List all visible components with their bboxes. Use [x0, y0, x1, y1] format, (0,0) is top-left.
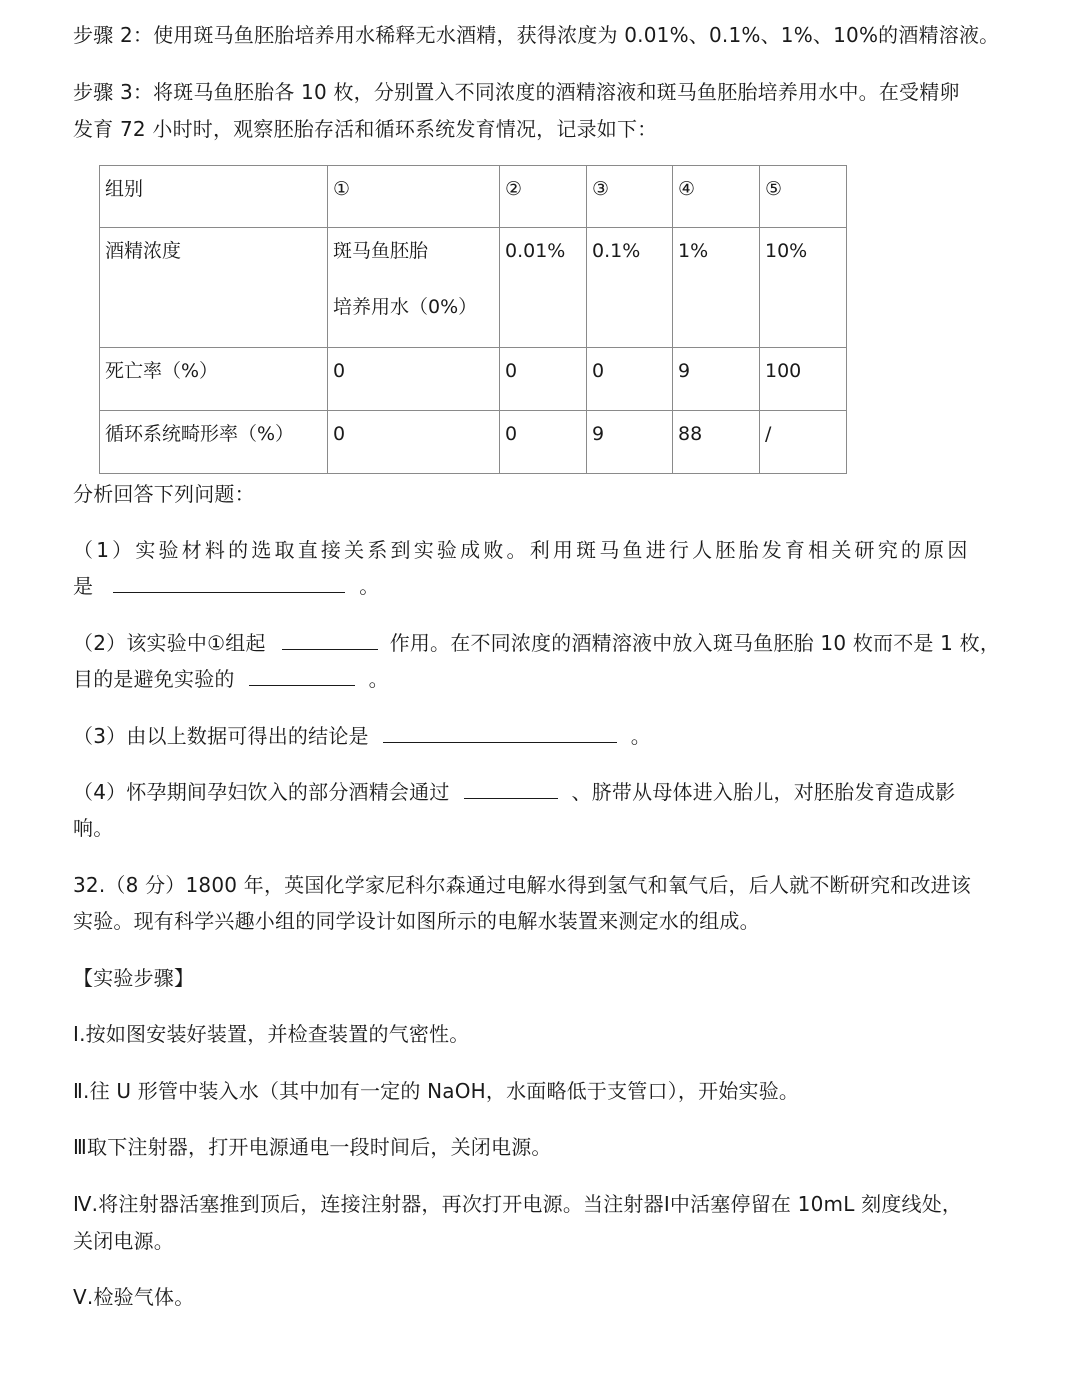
- table-header-2: ②: [500, 166, 587, 228]
- table-header-group: 组别: [100, 166, 328, 228]
- analysis-intro: 分析回答下列问题：: [73, 482, 255, 506]
- table-header-1: ①: [328, 166, 500, 228]
- malformation-value-1: 0: [328, 411, 500, 474]
- mortality-value-5: 100: [760, 348, 847, 411]
- question-4-answer-blank[interactable]: [464, 780, 558, 799]
- question-3-answer-blank[interactable]: [383, 724, 617, 743]
- question-3: [73, 723, 651, 749]
- question-3-prefix: （3）由以上数据可得出的结论是: [73, 724, 369, 748]
- concentration-control-cell: [328, 228, 500, 348]
- question-1-prefix: 是: [73, 574, 94, 598]
- experiment-step-5: Ⅴ.检验气体。: [73, 1285, 195, 1309]
- question-2-line-1: [73, 630, 1000, 656]
- table-row-malformation: [100, 411, 847, 474]
- mortality-value-4: 9: [673, 348, 760, 411]
- concentration-label: 酒精浓度: [100, 228, 328, 348]
- question-4-suffix: 、脐带从母体进入胎儿，对胚胎发育造成影: [571, 780, 956, 804]
- question-2-line-2-suffix: 。: [368, 667, 389, 691]
- malformation-value-4: 88: [673, 411, 760, 474]
- experiment-step-2: Ⅱ.往 U 形管中装入水（其中加有一定的 NaOH，水面略低于支管口），开始实验。: [73, 1079, 800, 1103]
- question-1-line-1: （1）实验材料的选取直接关系到实验成败。利用斑马鱼进行人胚胎发育相关研究的原因: [73, 538, 971, 562]
- question-32-line-2: 实验。现有科学兴趣小组的同学设计如图所示的电解水装置来测定水的组成。: [73, 909, 760, 933]
- experiment-step-3: Ⅲ取下注射器，打开电源通电一段时间后，关闭电源。: [73, 1135, 552, 1159]
- question-4-line-1: [73, 779, 955, 805]
- question-1-line-2: [73, 573, 379, 599]
- question-3-suffix: 。: [630, 724, 651, 748]
- malformation-value-2: 0: [500, 411, 587, 474]
- question-2-answer-blank-1[interactable]: [282, 631, 378, 650]
- malformation-label: 循环系统畸形率（%）: [100, 411, 328, 474]
- question-2-line-2-prefix: 目的是避免实验的: [73, 667, 235, 691]
- table-header-5: ⑤: [760, 166, 847, 228]
- table-row-concentration: [100, 228, 847, 348]
- malformation-value-5: /: [760, 411, 847, 474]
- step-2-text: 步骤 2：使用斑马鱼胚胎培养用水稀释无水酒精，获得浓度为 0.01%、0.1%、1%、10%的酒精溶液。: [73, 23, 1000, 47]
- question-32-line-1: 32.（8 分）1800 年，英国化学家尼科尔森通过电解水得到氢气和氧气后，后人就不断研究和改进该: [73, 873, 971, 897]
- question-2-suffix: 作用。在不同浓度的酒精溶液中放入斑马鱼胚胎 10 枚而不是 1 枚，: [389, 631, 1001, 655]
- experiment-step-1: Ⅰ.按如图安装好装置，并检查装置的气密性。: [73, 1022, 470, 1046]
- step-3-text-line-2: 发育 72 小时时，观察胚胎存活和循环系统发育情况，记录如下：: [73, 117, 658, 141]
- mortality-value-1: 0: [328, 348, 500, 411]
- question-2-prefix: （2）该实验中①组起: [73, 631, 266, 655]
- step-3-text-line-1: 步骤 3：将斑马鱼胚胎各 10 枚，分别置入不同浓度的酒精溶液和斑马鱼胚胎培养用水中。在受精卵: [73, 80, 960, 104]
- mortality-label: 死亡率（%）: [100, 348, 328, 411]
- question-1-suffix: 。: [359, 574, 380, 598]
- concentration-control-line-2: 培养用水（0%）: [333, 296, 478, 318]
- question-4-prefix: （4）怀孕期间孕妇饮入的部分酒精会通过: [73, 780, 450, 804]
- concentration-value-5: 10%: [760, 228, 847, 348]
- concentration-value-2: 0.01%: [500, 228, 587, 348]
- question-1-answer-blank[interactable]: [113, 574, 345, 593]
- malformation-value-3: 9: [587, 411, 673, 474]
- table-row-mortality: [100, 348, 847, 411]
- question-2-line-2: [73, 666, 389, 692]
- table-row-group: [100, 166, 847, 228]
- results-table: [99, 165, 847, 474]
- experiment-step-4-line-1: Ⅳ.将注射器活塞推到顶后，连接注射器，再次打开电源。当注射器Ⅰ中活塞停留在 10mL 刻度线处，: [73, 1192, 963, 1216]
- question-4-line-2: 响。: [73, 816, 114, 840]
- experiment-step-4-line-2: 关闭电源。: [73, 1229, 174, 1253]
- table-header-3: ③: [587, 166, 673, 228]
- question-2-answer-blank-2[interactable]: [249, 667, 355, 686]
- mortality-value-2: 0: [500, 348, 587, 411]
- mortality-value-3: 0: [587, 348, 673, 411]
- concentration-value-3: 0.1%: [587, 228, 673, 348]
- concentration-control-line-1: 斑马鱼胚胎: [333, 240, 429, 262]
- experiment-steps-heading: 【实验步骤】: [73, 966, 195, 990]
- concentration-value-4: 1%: [673, 228, 760, 348]
- table-header-4: ④: [673, 166, 760, 228]
